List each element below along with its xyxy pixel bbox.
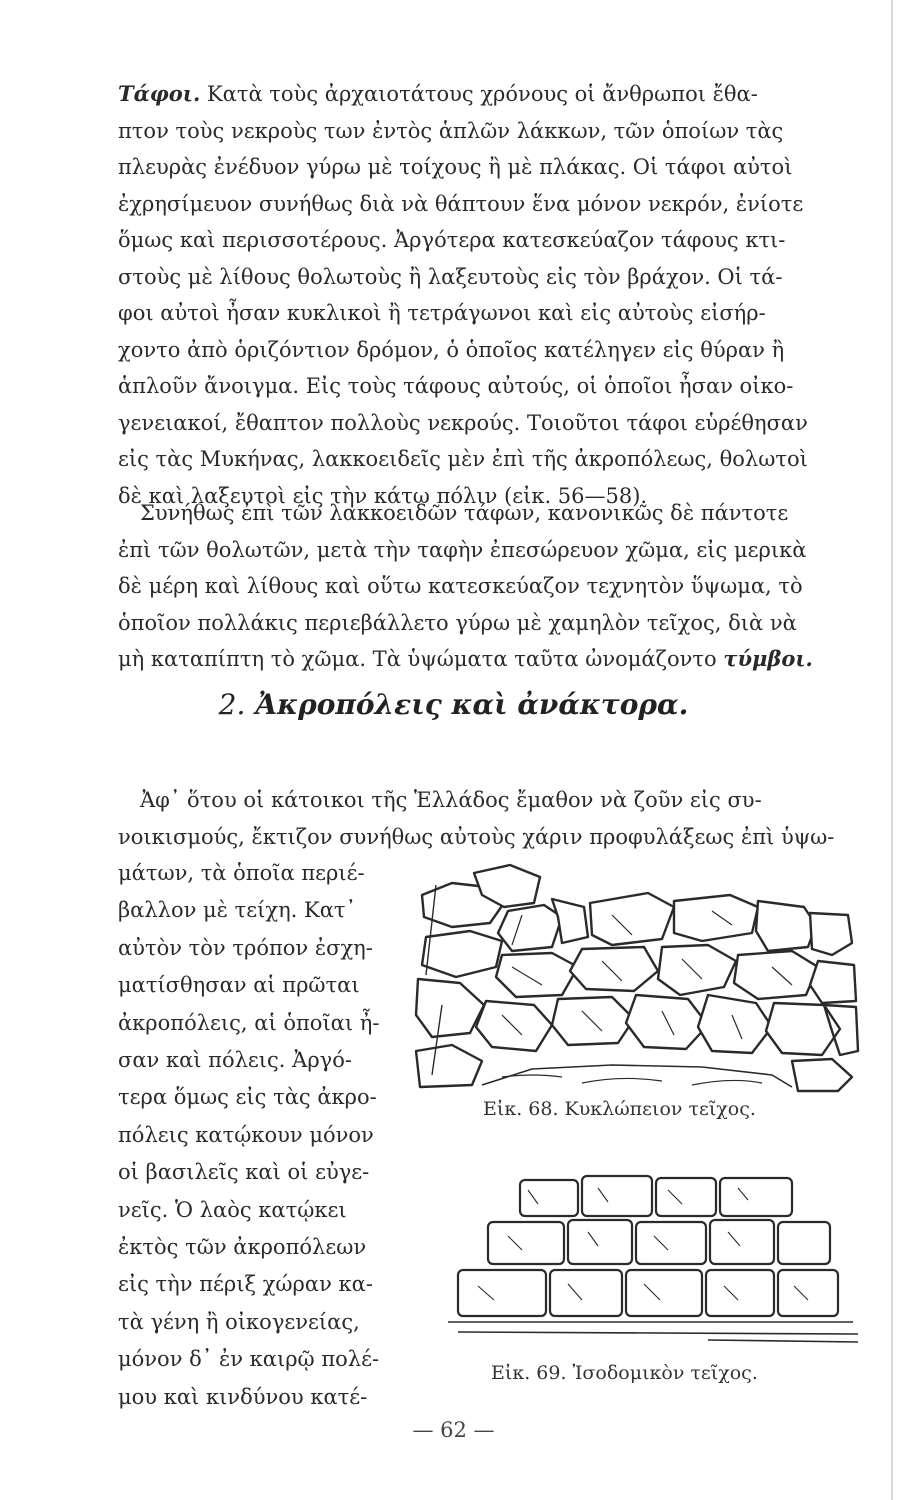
text-line: ὁποῖον πολλάκις περιεβάλλετο γύρω μὲ χαμηλὸν τεῖχος, διὰ νὰ (118, 610, 797, 635)
text-line: νοικισμούς, ἔκτιζον συνήθως αὐτοὺς χάριν προφυλάξεως ἐπὶ ὑψω- (118, 824, 835, 849)
text-line: σαν καὶ πόλεις. Ἀργό- (118, 1048, 352, 1073)
section-heading (0, 688, 907, 721)
text-line: τερα ὅμως εἰς τὰς ἀκρο- (118, 1085, 377, 1110)
text-line: ἐπὶ τῶν θολωτῶν, μετὰ τὴν ταφὴν ἐπεσώρευον χῶμα, εἰς μερικὰ (118, 537, 807, 562)
text-line: Ἀφ᾿ ὅτου οἱ κάτοικοι τῆς Ἑλλάδος ἔμαθον νὰ ζοῦν εἰς συ- (140, 788, 762, 812)
text-line: πτον τοὺς νεκροὺς των ἐντὸς ἁπλῶν λάκκων, τῶν ὁποίων τὰς (118, 118, 784, 143)
text-line: ἐκτὸς τῶν ἀκροπόλεων (118, 1235, 367, 1260)
text-line: Τάφοι. Κατὰ τοὺς ἀρχαιοτάτους χρόνους οἱ ἄνθρωποι ἔθα- (118, 81, 758, 106)
text-line: στοὺς μὲ λίθους θολωτοὺς ἢ λαξευτοὺς εἰς τὸν βράχον. Οἱ τά- (118, 264, 783, 289)
paragraph-acropoleis (118, 782, 868, 855)
figure-69-caption: Εἰκ. 69. Ἰσοδομικὸν τεῖχος. (491, 1362, 758, 1384)
text-line: χοντο ἀπὸ ὁριζόντιον δρόμον, ὁ ὁποῖος κατέληγεν εἰς θύραν ἢ (118, 337, 785, 362)
text-line: γενειακοί, ἔθαπτον πολλοὺς νεκρούς. Τοιοῦτοι τάφοι εὑρέθησαν (118, 410, 808, 435)
page-edge (891, 0, 893, 1500)
text-line: ἀκροπόλεις, αἱ ὁποῖαι ἦ- (118, 1010, 380, 1035)
text-line: πόλεις κατῴκουν μόνον (118, 1122, 374, 1147)
text-line: φοι αὐτοὶ ἦσαν κυκλικοὶ ἢ τετράγωνοι καὶ εἰς αὐτοὺς εἰσήρ- (118, 301, 766, 325)
paragraph-tombs (118, 76, 868, 514)
text-line: οἱ βασιλεῖς καὶ οἱ εὐγε- (118, 1160, 370, 1185)
text-line: ἐχρησίμευον συνήθως διὰ νὰ θάπτουν ἕνα μόνον νεκρόν, ἐνίοτε (118, 191, 804, 216)
page-number: — 62 — (412, 1418, 495, 1442)
text-line: ματίσθησαν αἱ πρῶται (118, 973, 360, 998)
text-line: πλευρὰς ἐνέδυον γύρω μὲ τοίχους ἢ μὲ πλάκας. Οἱ τάφοι αὐτοὶ (118, 155, 793, 179)
text-line: αὐτὸν τὸν τρόπον ἐσχη- (118, 935, 373, 960)
text-line: εἰς τὰς Μυκήνας, λακκοειδεῖς μὲν ἐπὶ τῆς ἀκροπόλεως, θολωτοὶ (118, 447, 808, 471)
text-line: μὴ καταπίπτη τὸ χῶμα. Τὰ ὑψώματα ταῦτα ὠνομάζοντο τύμβοι. (118, 646, 813, 671)
isodomic-wall-illustration (448, 1140, 863, 1355)
text-line: δὲ μέρη καὶ λίθους καὶ οὕτω κατεσκεύαζον τεχνητὸν ὕψωμα, τὸ (118, 574, 803, 598)
text-line: μόνον δ᾿ ἐν καιρῷ πολέ- (118, 1347, 380, 1372)
text-line: ἁπλοῦν ἄνοιγμα. Εἰς τοὺς τάφους αὐτούς, οἱ ὁποῖοι ἦσαν οἰκο- (118, 374, 794, 398)
text-line: δὲ καὶ λαξευτοὶ εἰς τὴν κάτω πόλιν (εἰκ. 56—58). (118, 483, 648, 508)
section-number: 2. (218, 688, 246, 721)
text-line: νεῖς. Ὁ λαὸς κατῴκει (118, 1197, 347, 1222)
text-line: εἰς τὴν πέριξ χώραν κα- (118, 1272, 373, 1297)
text-line: Συνήθως ἐπὶ τῶν λακκοειδῶν τάφων, κανονικῶς δὲ πάντοτε (140, 501, 789, 525)
text-line: βαλλον μὲ τείχη. Κατ᾿ (118, 898, 356, 923)
paragraph-tumuli (118, 495, 868, 678)
figure-68-caption: Εἰκ. 68. Κυκλώπειον τεῖχος. (483, 1098, 756, 1120)
text-line: μάτων, τὰ ὁποῖα περιέ- (118, 861, 365, 885)
cyclopean-wall-illustration (412, 855, 864, 1095)
paragraph-acropoleis-wrapped (118, 855, 408, 1416)
text-line: ὅμως καὶ περισσοτέρους. Ἀργότερα κατεσκεύαζον τάφους κτι- (118, 228, 786, 252)
text-line: μου καὶ κινδύνου κατέ- (118, 1384, 368, 1409)
section-title: Ἀκροπόλεις καὶ ἀνάκτορα. (255, 688, 689, 721)
text-line: τὰ γένη ἢ οἰκογενείας, (118, 1309, 360, 1334)
